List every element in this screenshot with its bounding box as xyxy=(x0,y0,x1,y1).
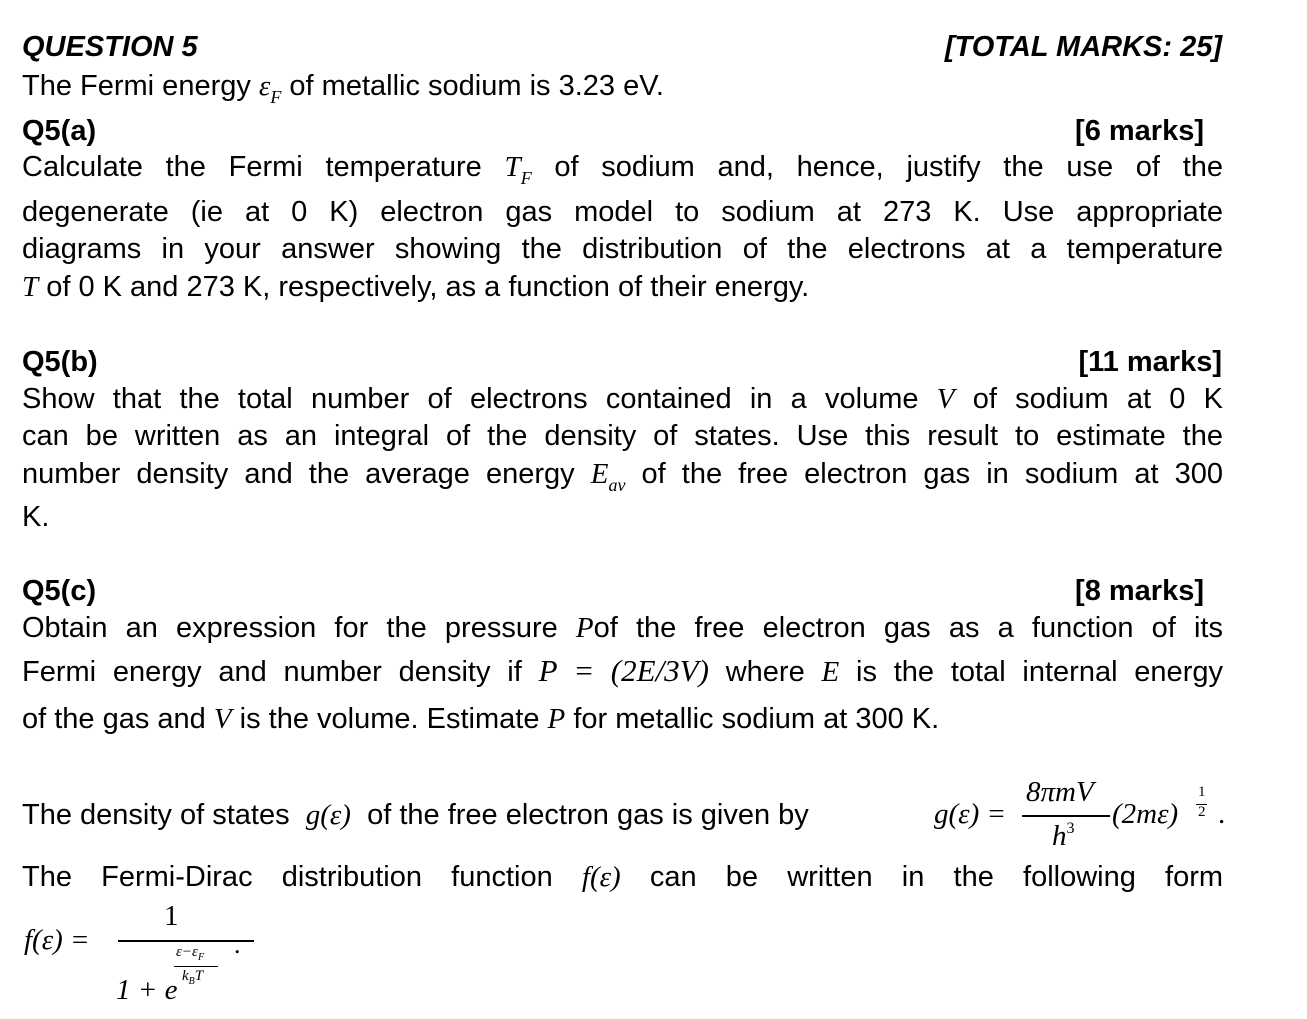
q5b-line-1: Show that the total number of electrons contained in a volume V of sodium at 0 K xyxy=(22,383,1223,415)
total-marks: [TOTAL MARKS: 25] xyxy=(944,31,1222,63)
fd-exp-num: $\varepsilon-\varepsilon_F$ xyxy=(176,944,205,963)
dos-denominator: $h^3$ xyxy=(1052,820,1075,852)
q5c-line-3: of the gas and V is the volume. Estimate P for metallic sodium at 300 K. xyxy=(22,703,940,735)
dos-factor: (2mε) xyxy=(1112,798,1179,830)
q5a-line-2: degenerate (ie at 0 K) electron gas model to sodium at 273 K. Use appropriate xyxy=(22,196,1223,228)
q5a-line-1: Calculate the Fermi temperature $T_F$ of sodium and, hence, justify the use of the xyxy=(22,151,1224,188)
q5a-label: Q5(a) xyxy=(22,115,97,147)
fermi-energy-symbol: $\varepsilon_F$ xyxy=(258,70,282,107)
q5c-marks: [8 marks] xyxy=(1075,575,1204,607)
fermi-temperature-symbol: $T_F$ xyxy=(504,151,532,188)
q5b-line-2: can be written as an integral of the density of states. Use this result to estimate the xyxy=(22,420,1223,452)
q5c-label: Q5(c) xyxy=(22,575,97,607)
fd-denominator-base: 1 + e xyxy=(116,974,178,1006)
dos-numerator: 8πmV xyxy=(1026,776,1094,808)
q5c-line-1: Obtain an expression for the pressure Pof the free electron gas as a function of its xyxy=(22,612,1223,644)
q5b-line-4: K. xyxy=(22,501,50,533)
average-energy-symbol: $E_{av}$ xyxy=(590,458,626,495)
q5a-marks: [6 marks] xyxy=(1075,115,1204,147)
dos-end: . xyxy=(1218,798,1226,830)
dos-exp-num: 1 xyxy=(1198,784,1206,800)
q5b-line-3: number density and the average energy $E_{av}$ of the free electron gas in sodium at 300 xyxy=(22,458,1223,495)
pressure-equation: P = (2E/3V) xyxy=(538,653,709,688)
intro-text-post: of metallic sodium is 3.23 eV. xyxy=(289,70,664,102)
fd-end: . xyxy=(234,930,241,959)
fd-text: The Fermi-Dirac distribution function f(ε) can be written in the following form xyxy=(22,861,1224,893)
intro-line xyxy=(22,69,664,114)
intro-text-pre: The Fermi energy xyxy=(22,70,251,102)
question-title: QUESTION 5 xyxy=(22,31,198,63)
q5a-line-4: T of 0 K and 273 K, respectively, as a function of their energy. xyxy=(22,271,810,303)
dos-fraction-bar xyxy=(1022,815,1110,817)
dos-formula xyxy=(932,772,1232,862)
q5c-line-2: Fermi energy and number density if P = (2E/3V) where E is the total internal energy xyxy=(22,653,1223,688)
dos-text: The density of states g(ε) of the free electron gas is given by xyxy=(22,799,809,831)
fd-exp-den: $k_BT$ xyxy=(182,968,204,987)
fd-formula xyxy=(24,898,264,1016)
dos-lhs: g(ε) = xyxy=(934,798,1007,830)
q5b-marks: [11 marks] xyxy=(1078,346,1222,378)
fd-numerator: 1 xyxy=(164,900,179,932)
dos-exp-den: 2 xyxy=(1198,804,1206,820)
fd-lhs: f(ε) = xyxy=(24,924,90,956)
q5b-label: Q5(b) xyxy=(22,346,98,378)
fd-exp-bar xyxy=(174,966,218,967)
q5a-line-3: diagrams in your answer showing the distribution of the electrons at a temperature xyxy=(22,233,1223,265)
